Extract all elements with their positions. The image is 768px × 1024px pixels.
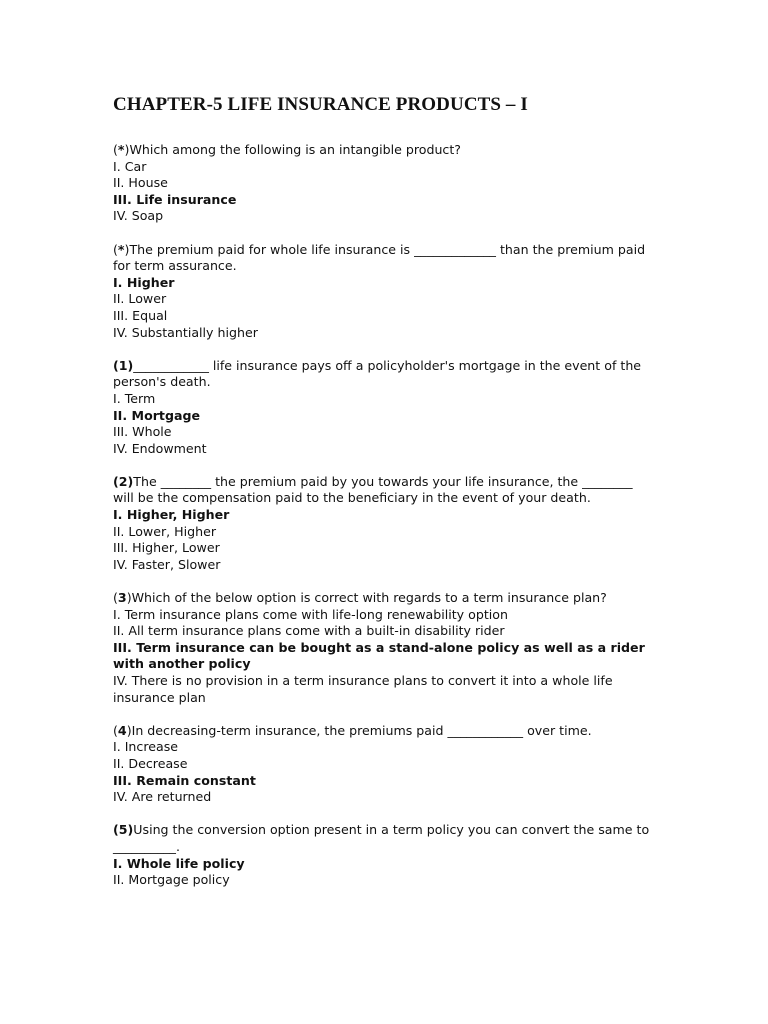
question-number-close: ) xyxy=(124,241,130,257)
question-number-close: ) xyxy=(127,822,134,838)
answer-option: II. Lower xyxy=(113,291,167,307)
question-text xyxy=(113,242,653,275)
question-body: The ________ the premium paid by you towards your life insurance, the ________ will be the compensation paid to the beneficiary in the event of your death. xyxy=(113,473,633,506)
question-body: The premium paid for whole life insurance is _____________ than the premium paid for term assurance. xyxy=(113,241,646,274)
answer-option: II. Lower, Higher xyxy=(113,523,217,539)
answer-option: I. Term xyxy=(113,390,156,406)
answer-option: II. All term insurance plans come with a built-in disability rider xyxy=(113,623,505,639)
question-block xyxy=(113,723,653,806)
question-text xyxy=(113,822,653,855)
question-number xyxy=(113,142,129,157)
answer-option: III. Higher, Lower xyxy=(113,540,220,556)
question-number-close: ) xyxy=(126,590,132,606)
answer-option: IV. Endowment xyxy=(113,440,207,456)
question-number-value: 1 xyxy=(118,357,128,373)
answer-option: I. Term insurance plans come with life-long renewability option xyxy=(113,606,508,622)
answer-option: IV. Faster, Slower xyxy=(113,556,221,572)
question-block xyxy=(113,590,653,706)
question-text xyxy=(113,474,653,507)
question-number xyxy=(113,822,133,837)
question-number-open: ( xyxy=(113,590,118,606)
question-number-value: * xyxy=(117,142,125,157)
answer-option: III. Equal xyxy=(113,307,168,323)
question-body: In decreasing-term insurance, the premiums paid ____________ over time. xyxy=(131,722,592,738)
question-list xyxy=(113,142,653,889)
chapter-title: CHAPTER-5 LIFE INSURANCE PRODUCTS – I xyxy=(113,94,528,115)
question-text xyxy=(113,590,653,607)
question-number-close: ) xyxy=(127,357,134,373)
answer-option: IV. There is no provision in a term insurance plans to convert it into a whole life insurance plan xyxy=(113,673,613,705)
question-number-value: 4 xyxy=(117,722,127,738)
answer-option: II. Mortgage policy xyxy=(113,872,230,888)
question-number xyxy=(113,358,133,373)
question-body: Using the conversion option present in a term policy you can convert the same to __________. xyxy=(113,822,650,854)
answer-option: II. House xyxy=(113,175,168,191)
question-text xyxy=(113,723,653,740)
question-number-value: 3 xyxy=(117,590,127,606)
question-number-close: ) xyxy=(126,722,132,738)
question-number-value: * xyxy=(117,241,125,257)
question-number-open: ( xyxy=(113,357,119,373)
answer-option-correct: II. Mortgage xyxy=(113,407,201,423)
question-number-value: 5 xyxy=(118,822,128,838)
question-number-open: ( xyxy=(113,473,119,489)
question-body: Which of the below option is correct with regards to a term insurance plan? xyxy=(131,590,607,606)
question-number xyxy=(113,723,132,738)
question-number xyxy=(113,590,132,605)
question-block xyxy=(113,822,653,888)
answer-option: III. Whole xyxy=(113,424,172,440)
answer-option-correct: III. Life insurance xyxy=(113,191,237,207)
question-number-open: ( xyxy=(113,241,118,257)
question-number-open: ( xyxy=(113,822,119,838)
answer-option-correct: I. Whole life policy xyxy=(113,855,245,871)
question-body: ____________ life insurance pays off a policyholder's mortgage in the event of the person's death. xyxy=(113,357,642,390)
answer-option: IV. Are returned xyxy=(113,789,212,805)
question-number xyxy=(113,474,133,489)
answer-option-correct: III. Term insurance can be bought as a stand-alone policy as well as a rider with another policy xyxy=(113,639,645,672)
question-number-open: ( xyxy=(113,722,118,738)
question-block xyxy=(113,142,653,225)
question-number xyxy=(113,242,129,257)
answer-option: I. Increase xyxy=(113,739,179,755)
answer-option: I. Car xyxy=(113,158,147,174)
question-text xyxy=(113,142,653,159)
answer-option: IV. Soap xyxy=(113,208,164,224)
answer-option-correct: I. Higher, Higher xyxy=(113,507,230,523)
question-number-close: ) xyxy=(124,142,130,157)
answer-option: II. Decrease xyxy=(113,755,188,771)
answer-option: IV. Substantially higher xyxy=(113,324,258,340)
document-page xyxy=(113,92,653,905)
question-block xyxy=(113,358,653,458)
question-number-value: 2 xyxy=(118,473,128,489)
answer-option-correct: I. Higher xyxy=(113,274,175,290)
question-block xyxy=(113,242,653,342)
question-text xyxy=(113,358,653,391)
question-block xyxy=(113,474,653,574)
question-number-open: ( xyxy=(113,142,118,157)
question-body: Which among the following is an intangible product? xyxy=(129,142,461,157)
answer-option-correct: III. Remain constant xyxy=(113,772,256,788)
question-number-close: ) xyxy=(127,473,134,489)
